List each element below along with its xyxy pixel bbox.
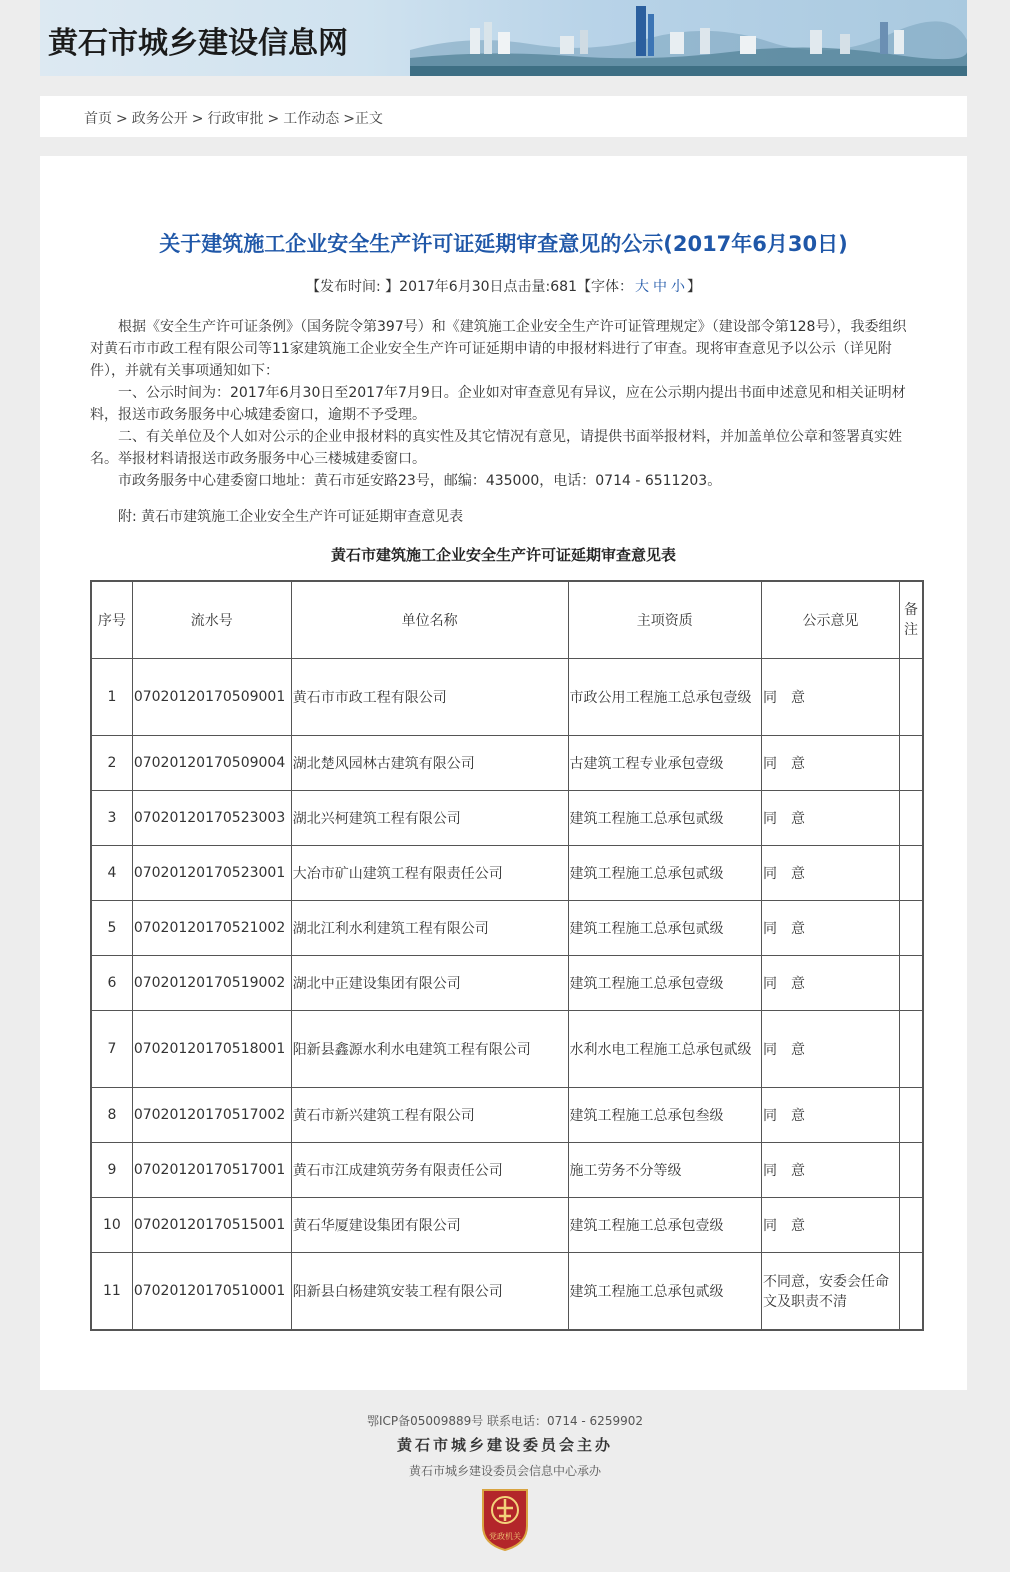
cell-opinion: 不同意，安委会任命文及职责不清 — [761, 1253, 899, 1331]
cell-remark — [900, 846, 923, 901]
cell-qualification: 市政公用工程施工总承包壹级 — [568, 659, 761, 736]
table-row — [91, 1088, 923, 1143]
publish-info: 【发布时间: 】2017年6月30日点击量:681【字体： — [306, 279, 633, 295]
review-table — [90, 580, 924, 1331]
paragraph: 一、公示时间为：2017年6月30日至2017年7月9日。企业如对审查意见有异议，应在公示期内提出书面申述意见和相关证明材料，报送市政务服务中心城建委窗口，逾期不予受理。 — [90, 385, 906, 423]
header-opinion: 公示意见 — [761, 581, 899, 659]
cell-qualification: 建筑工程施工总承包贰级 — [568, 901, 761, 956]
cell-serial: 07020120170523003 — [132, 791, 291, 846]
cell-qualification: 建筑工程施工总承包叁级 — [568, 1088, 761, 1143]
cell-serial: 07020120170517001 — [132, 1143, 291, 1198]
table-row — [91, 736, 923, 791]
cell-opinion: 同 意 — [761, 736, 899, 791]
paragraph: 市政务服务中心建委窗口地址：黄石市延安路23号，邮编：435000，电话：0714 - 6511203。 — [118, 473, 722, 489]
cell-qualification: 水利水电工程施工总承包贰级 — [568, 1011, 761, 1088]
cell-no: 10 — [91, 1198, 132, 1253]
table-title: 黄石市建筑施工企业安全生产许可证延期审查意见表 — [330, 546, 676, 564]
footer-organizer: 黄石市城乡建设委员会信息中心承办 — [408, 1464, 601, 1478]
cell-remark — [900, 1143, 923, 1198]
cell-opinion: 同 意 — [761, 1088, 899, 1143]
cell-company: 湖北兴柯建筑工程有限公司 — [291, 791, 568, 846]
breadcrumb-current: >正文 — [343, 111, 383, 127]
table-row — [91, 1198, 923, 1253]
breadcrumb-admin-approval-link[interactable]: 行政审批 — [207, 111, 264, 127]
cell-company: 阳新县鑫源水利水电建筑工程有限公司 — [291, 1011, 568, 1088]
cell-qualification: 建筑工程施工总承包壹级 — [568, 1198, 761, 1253]
cell-serial: 07020120170517002 — [132, 1088, 291, 1143]
cell-company: 黄石市江成建筑劳务有限责任公司 — [291, 1143, 568, 1198]
cell-opinion: 同 意 — [761, 1143, 899, 1198]
cell-no: 2 — [91, 736, 132, 791]
cell-remark — [900, 1198, 923, 1253]
footer-icp: 鄂ICP备05009889号 联系电话：0714 - 6259902 — [367, 1414, 643, 1428]
cell-no: 1 — [91, 659, 132, 736]
table-row — [91, 1011, 923, 1088]
cell-remark — [900, 1011, 923, 1088]
article-container — [40, 156, 967, 1390]
cell-remark — [900, 956, 923, 1011]
paragraph: 根据《安全生产许可证条例》（国务院令第397号）和《建筑施工企业安全生产许可证管理规定》（建设部令第128号），我委组织对黄石市市政工程有限公司等11家建筑施工企业安全生产许可证延期申请的申报材料进行了审查。现将审查意见予以公示（详见附件），并就有关事项通知如下： — [90, 319, 907, 379]
cell-serial: 07020120170509001 — [132, 659, 291, 736]
cell-serial: 07020120170515001 — [132, 1198, 291, 1253]
breadcrumb-separator: > — [116, 111, 128, 127]
cell-remark — [900, 901, 923, 956]
city-skyline-image — [410, 0, 967, 76]
cell-no: 8 — [91, 1088, 132, 1143]
cell-company: 湖北江利水利建筑工程有限公司 — [291, 901, 568, 956]
cell-serial: 07020120170519002 — [132, 956, 291, 1011]
cell-company: 黄石市市政工程有限公司 — [291, 659, 568, 736]
paragraph: 二、有关单位及个人如对公示的企业申报材料的真实性及其它情况有意见，请提供书面举报材料，并加盖单位公章和签署真实姓名。举报材料请报送市政务服务中心三楼城建委窗口。 — [90, 429, 902, 467]
meta-close: 】 — [686, 279, 701, 295]
table-row — [91, 659, 923, 736]
cell-company: 湖北楚风园林古建筑有限公司 — [291, 736, 568, 791]
breadcrumb-gov-affairs-link[interactable]: 政务公开 — [131, 111, 188, 127]
font-small-link[interactable]: 小 — [670, 279, 685, 295]
cell-no: 6 — [91, 956, 132, 1011]
header-company: 单位名称 — [291, 581, 568, 659]
cell-serial: 07020120170509004 — [132, 736, 291, 791]
cell-no: 7 — [91, 1011, 132, 1088]
table-row — [91, 1253, 923, 1331]
table-row — [91, 956, 923, 1011]
table-row — [91, 1143, 923, 1198]
cell-opinion: 同 意 — [761, 956, 899, 1011]
cell-remark — [900, 1088, 923, 1143]
cell-opinion: 同 意 — [761, 1198, 899, 1253]
cell-opinion: 同 意 — [761, 659, 899, 736]
badge-label: 党政机关 — [489, 1532, 521, 1541]
breadcrumb-separator: > — [191, 111, 204, 127]
breadcrumb-home-link[interactable]: 首页 — [84, 111, 112, 127]
article-title: 关于建筑施工企业安全生产许可证延期审查意见的公示(2017年6月30日) — [159, 232, 848, 256]
table-body — [91, 659, 923, 1331]
cell-qualification: 建筑工程施工总承包贰级 — [568, 1253, 761, 1331]
table-row — [91, 901, 923, 956]
font-large-link[interactable]: 大 — [634, 279, 649, 295]
party-government-badge-icon[interactable] — [477, 1486, 533, 1552]
font-medium-link[interactable]: 中 — [652, 279, 667, 295]
table-row — [91, 846, 923, 901]
cell-no: 5 — [91, 901, 132, 956]
cell-company: 大冶市矿山建筑工程有限责任公司 — [291, 846, 568, 901]
breadcrumb — [84, 108, 383, 128]
cell-opinion: 同 意 — [761, 791, 899, 846]
cell-serial: 07020120170518001 — [132, 1011, 291, 1088]
cell-remark — [900, 791, 923, 846]
cell-no: 3 — [91, 791, 132, 846]
site-title: 黄石市城乡建设信息网 — [48, 26, 348, 61]
header-qualification: 主项资质 — [568, 581, 761, 659]
cell-no: 9 — [91, 1143, 132, 1198]
breadcrumb-work-news-link[interactable]: 工作动态 — [283, 111, 340, 127]
cell-company: 黄石市新兴建筑工程有限公司 — [291, 1088, 568, 1143]
footer-host: 黄石市城乡建设委员会主办 — [396, 1436, 613, 1454]
breadcrumb-bar — [40, 96, 967, 137]
cell-serial: 07020120170510001 — [132, 1253, 291, 1331]
breadcrumb-separator: > — [267, 111, 280, 127]
article-body — [90, 316, 920, 492]
cell-opinion: 同 意 — [761, 1011, 899, 1088]
header-no: 序号 — [91, 581, 132, 659]
cell-company: 黄石华厦建设集团有限公司 — [291, 1198, 568, 1253]
cell-no: 11 — [91, 1253, 132, 1331]
cell-opinion: 同 意 — [761, 846, 899, 901]
cell-qualification: 施工劳务不分等级 — [568, 1143, 761, 1198]
cell-remark — [900, 659, 923, 736]
cell-qualification: 建筑工程施工总承包贰级 — [568, 846, 761, 901]
cell-qualification: 建筑工程施工总承包贰级 — [568, 791, 761, 846]
header-remark: 备注 — [900, 581, 923, 659]
attachment-note: 附: 黄石市建筑施工企业安全生产许可证延期审查意见表 — [118, 509, 464, 525]
cell-qualification: 古建筑工程专业承包壹级 — [568, 736, 761, 791]
cell-remark — [900, 736, 923, 791]
cell-company: 阳新县白杨建筑安装工程有限公司 — [291, 1253, 568, 1331]
site-banner — [40, 0, 967, 76]
cell-company: 湖北中正建设集团有限公司 — [291, 956, 568, 1011]
table-row — [91, 791, 923, 846]
article-meta — [40, 276, 967, 296]
cell-serial: 07020120170521002 — [132, 901, 291, 956]
cell-serial: 07020120170523001 — [132, 846, 291, 901]
table-header-row — [91, 581, 923, 659]
header-serial: 流水号 — [132, 581, 291, 659]
cell-no: 4 — [91, 846, 132, 901]
cell-remark — [900, 1253, 923, 1331]
cell-qualification: 建筑工程施工总承包壹级 — [568, 956, 761, 1011]
cell-opinion: 同 意 — [761, 901, 899, 956]
